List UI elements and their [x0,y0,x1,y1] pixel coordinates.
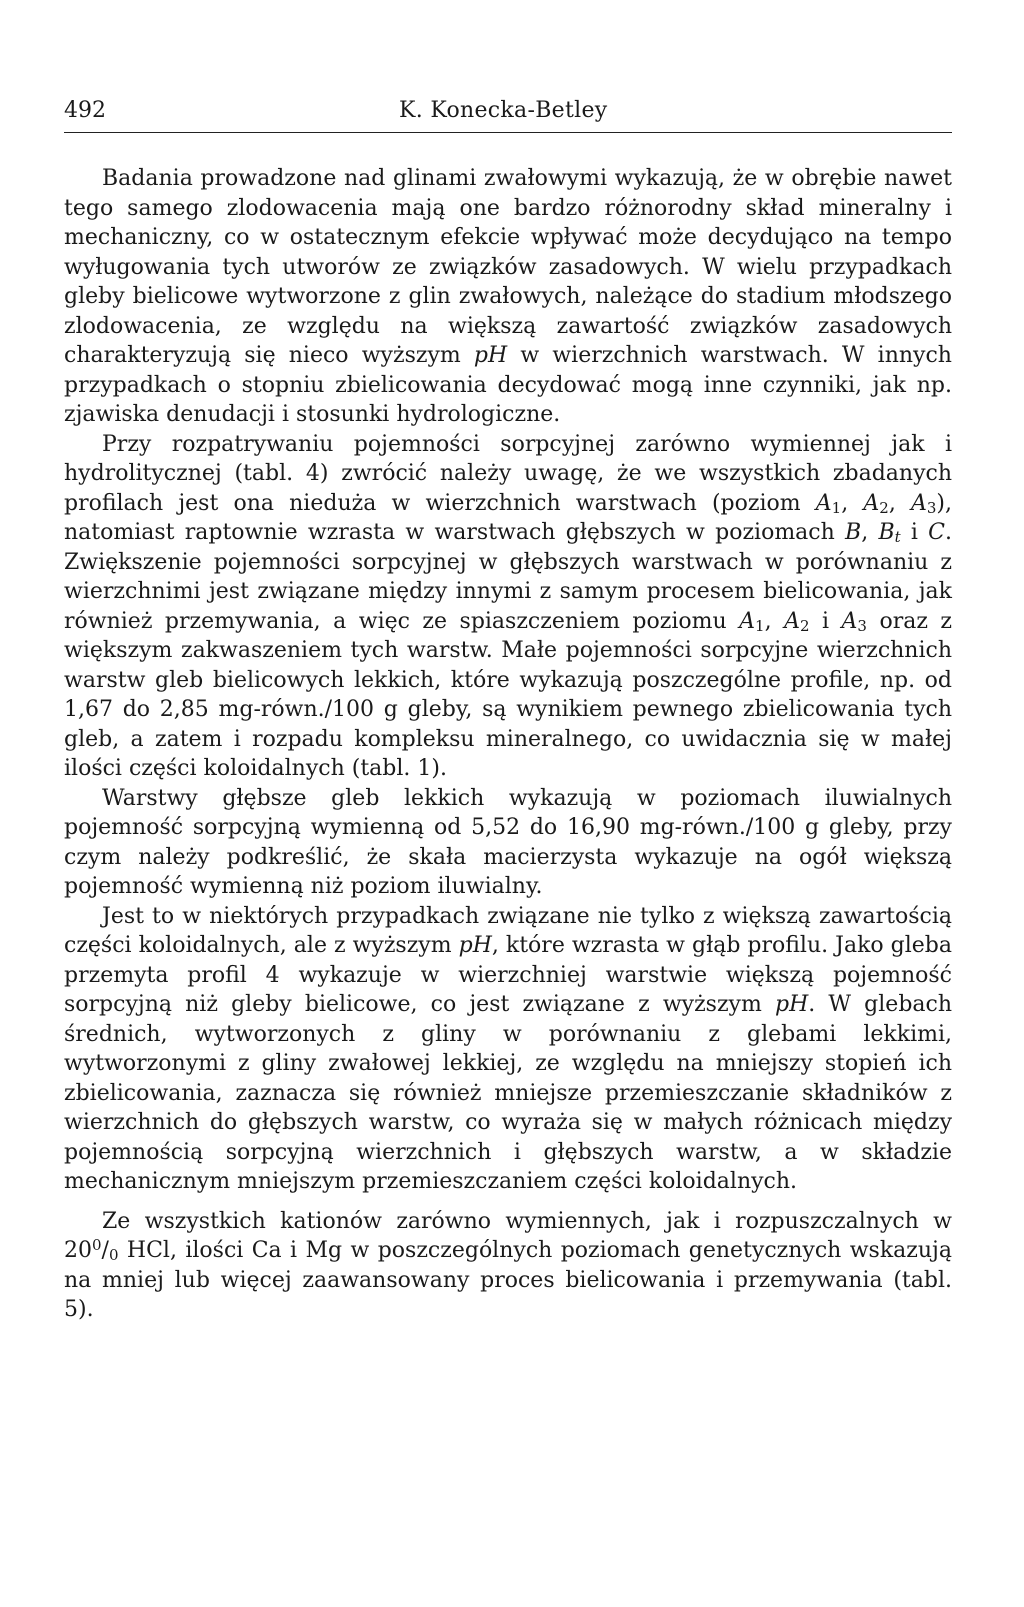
subscript: 1 [755,616,765,635]
text-run: , które wzrasta w głąb profilu. Jako gleba przemyta profil 4 wykazuje w wierzchniej warstwie większą pojemność sorpcyjną niż gleby bielicowe, co jest związane z wyższym [64,933,952,1017]
page [64,96,952,1325]
page-number: 492 [64,98,106,123]
horizon-symbol: A [841,608,858,634]
subscript: t [894,528,901,546]
text-run: Ze wszystkich kationów zarówno wymiennych, jak i rozpuszczalnych w 20 [64,1208,952,1263]
subscript: 2 [879,498,889,517]
running-head [64,96,952,126]
paragraph-2 [64,430,952,784]
text-run: HCl, ilości Ca i Mg w poszczególnych poziomach genetycznych wskazują na mniej lub więcej zaawansowany proces bielicowania i przemywania (tabl. 5). [64,1238,952,1322]
ph-symbol: pH [458,933,492,958]
horizon-symbol: A [739,608,756,634]
paragraph-1 [64,164,952,430]
text-run: , [764,608,785,634]
paragraph-4 [64,902,952,1197]
paragraph-3: Warstwy głębsze gleb lekkich wykazują w poziomach iluwialnych pojemność sorpcyjną wymienną od 5,52 do 16,90 mg-równ./100 g gleby, przy czym należy podkreślić, że skała macierzysta wykazuje na ogół większą pojemność wymienną niż poziom iluwialny. [64,785,952,899]
text-run: Przy rozpatrywaniu pojemności sorpcyjnej zarówno wymiennej jak i hydrolitycznej (tabl. 4) zwrócić należy uwagę, że we wszystkich zbadanych profilach jest ona nieduża w wierzchnich warstwach (poziom [64,431,952,516]
subscript: 0 [108,1246,119,1264]
ph-symbol: pH [775,992,809,1017]
text-run: . Zwiększenie pojemności sorpcyjnej w głębszych warstwach w porównaniu z wierzchnimi jest związane między innymi z samym procesem bielicowania, jak również przemywania, a więc ze spiaszczeniem poziomu [64,520,952,634]
horizon-symbol: A [784,608,800,634]
horizon-symbol: A [863,490,880,516]
text-run: ), natomiast raptownie wzrasta w warstwach głębszych w poziomach [64,490,952,545]
superscript: 0 [92,1236,102,1254]
text-run: i [900,520,929,545]
subscript: 3 [926,498,937,517]
header-rule [64,132,952,133]
paragraph-5 [64,1207,952,1325]
horizon-symbol: A [815,490,832,516]
text-run: Badania prowadzone nad glinami zwałowymi wykazują, że w obrębie nawet tego samego zlodowacenia mają one bardzo różnorodny skład mineralny i mechaniczny, co w ostatecznym efekcie wpływać może decydująco na tempo wyługowania tych utworów ze związków zasadowych. W wielu przypadkach gleby bielicowe wytworzone z glin zwałowych, należące do stadium młodszego zlodowacenia, ze względu na większą zawartość związków zasadowych charakteryzują się nieco wyższym [64,166,952,368]
body-text [64,164,952,1325]
text-run: oraz z większym zakwaszeniem tych warstw. Małe pojemności sorpcyjne wierzchnich warstw gleb bielicowych lekkich, które wykazują poszczególne profile, np. od 1,67 do 2,85 mg-równ./100 g gleby, są wynikiem pewnego zbielicowania tych gleb, a zatem i rozpadu kompleksu mineralnego, co uwidacznia się w małej ilości części koloidalnych (tabl. 1). [64,608,952,781]
subscript: 2 [799,616,810,635]
subscript: 1 [831,498,842,517]
text-run: , [841,490,864,516]
horizon-symbol: A [910,490,927,516]
text-run: , [888,490,911,516]
horizon-symbol: B [845,520,862,545]
text-run: Jest to w niektórych przypadkach związane nie tylko z większą zawartością części koloidalnych, ale z wyższym [64,903,952,958]
horizon-symbol: C [928,520,945,545]
text-run: i [809,608,842,634]
running-title: K. Konecka-Betley [399,98,608,123]
text-run: / [101,1238,109,1263]
text-run: . W glebach średnich, wytworzonych z gliny w porównaniu z glebami lekkimi, wytworzonymi z gliny zwałowej lekkiej, ze względu na mniejszy stopień ich zbielicowania, zaznacza się również mniejsze przemieszczanie składników z wierzchnich do głębszych warstw, co wyraża się w małych różnicach między pojemnością sorpcyjną wierzchnich i głębszych warstw, a w składzie mechanicznym mniejszym przemieszczaniem części koloidalnych. [64,992,953,1194]
subscript: 3 [857,616,867,635]
horizon-symbol: B [878,520,895,545]
text-run: w wierzchnich warstwach. W innych przypadkach o stopniu zbielicowania decydować mogą inne czynniki, jak np. zjawiska denudacji i stosunki hydrologiczne. [64,343,952,427]
text-run: , [861,520,879,545]
ph-symbol: pH [473,343,508,368]
